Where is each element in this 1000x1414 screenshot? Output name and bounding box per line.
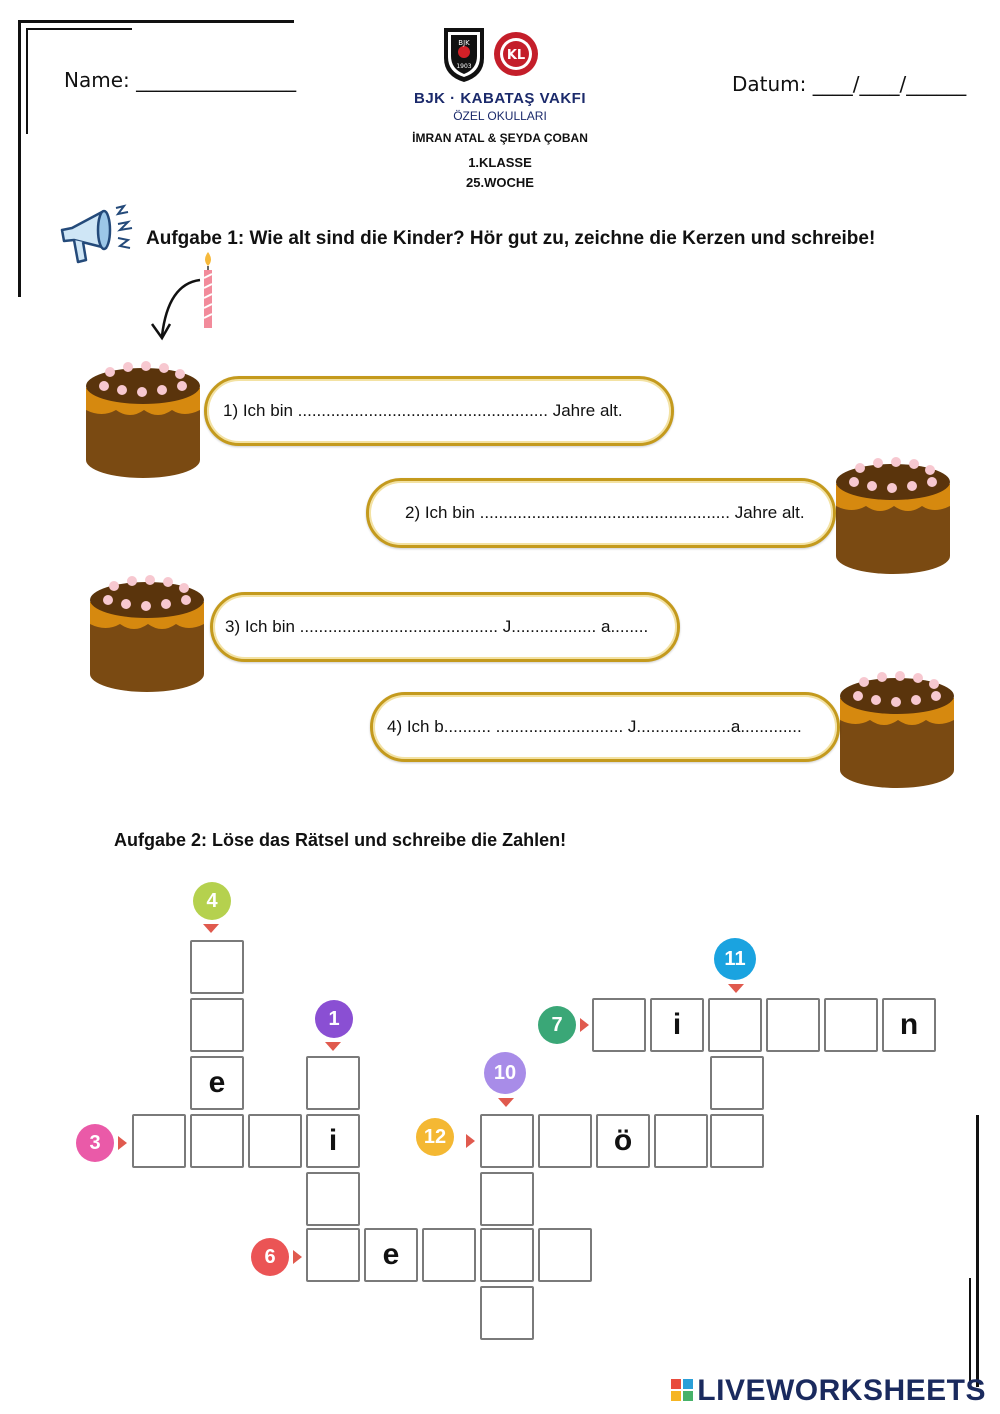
logo-year: 1903 — [456, 63, 472, 70]
sentence-1: 1) Ich bin ..................................................... Jahre alt. — [223, 401, 623, 420]
right-marker — [580, 1018, 589, 1032]
clue-number-11: 11 — [714, 938, 756, 980]
week-label: 25.WOCHE — [466, 175, 534, 190]
crossword-cell[interactable] — [248, 1114, 302, 1168]
crossword-cell[interactable] — [538, 1228, 592, 1282]
class-label: 1.KLASSE — [468, 155, 532, 170]
given-letter: i — [672, 1008, 682, 1041]
right-marker — [293, 1250, 302, 1264]
right-marker — [466, 1134, 475, 1148]
frame-line-top — [18, 20, 294, 23]
clue-number-3: 3 — [76, 1124, 114, 1162]
down-marker — [325, 1042, 341, 1051]
down-marker — [203, 924, 219, 933]
right-marker — [118, 1136, 127, 1150]
date-field[interactable]: Datum: ____/____/______ — [732, 72, 967, 96]
crossword-cell — [650, 998, 704, 1052]
crossword-cell[interactable] — [132, 1114, 186, 1168]
clue-number-12: 12 — [416, 1118, 454, 1156]
cake-icon — [834, 454, 952, 576]
crossword-cell — [882, 998, 936, 1052]
task1-title: Aufgabe 1: Wie alt sind die Kinder? Hör gut zu, zeichne die Kerzen und schreibe! — [146, 228, 876, 249]
crossword-cell — [596, 1114, 650, 1168]
brand-blocks-icon — [671, 1379, 693, 1403]
school-name: BJK · KABATAŞ VAKFI — [414, 90, 586, 107]
school-sub: ÖZEL OKULLARI — [453, 109, 547, 123]
teachers: İMRAN ATAL & ŞEYDA ÇOBAN — [412, 131, 588, 145]
cake-icon — [838, 668, 956, 790]
crossword-cell[interactable] — [190, 998, 244, 1052]
brand-text: LIVEWORKSHEETS — [697, 1374, 986, 1407]
crossword-cell[interactable] — [190, 940, 244, 994]
crossword-cell[interactable] — [710, 1056, 764, 1110]
down-marker — [728, 984, 744, 993]
sentence-box-3[interactable] — [210, 592, 680, 662]
frame-line-inner-top — [26, 28, 132, 30]
clue-number-1: 1 — [315, 1000, 353, 1038]
logo2-text: KL — [506, 48, 526, 63]
given-letter: e — [208, 1066, 226, 1099]
crossword-cell[interactable] — [306, 1172, 360, 1226]
down-marker — [498, 1098, 514, 1107]
sentence-2: 2) Ich bin ..................................................... Jahre alt. — [405, 503, 805, 522]
crossword-cell[interactable] — [824, 998, 878, 1052]
sentence-4: 4) Ich b.......... ........................... J....................a............. — [387, 717, 802, 736]
crossword-cell — [306, 1114, 360, 1168]
sentence-box-4[interactable] — [370, 692, 840, 762]
crossword-cell[interactable] — [480, 1228, 534, 1282]
sentence-3: 3) Ich bin .......................................... J.................. a........ — [225, 617, 649, 636]
crossword-cell[interactable] — [766, 998, 820, 1052]
crossword-cell[interactable] — [306, 1056, 360, 1110]
school-header — [0, 90, 1000, 190]
cake-icon — [88, 572, 206, 694]
given-letter: i — [328, 1124, 338, 1157]
crossword-cell[interactable] — [592, 998, 646, 1052]
cake-icon — [84, 358, 202, 480]
frame-line-right-bottom — [976, 1115, 979, 1387]
crossword-cell[interactable] — [190, 1114, 244, 1168]
crossword-cell[interactable] — [422, 1228, 476, 1282]
given-letter: ö — [613, 1124, 633, 1157]
brand-logo — [671, 1374, 986, 1408]
task2-title: Aufgabe 2: Löse das Rätsel und schreibe die Zahlen! — [114, 830, 567, 850]
crossword-cell — [364, 1228, 418, 1282]
crossword-cell[interactable] — [480, 1286, 534, 1340]
crossword-cell[interactable] — [710, 1114, 764, 1168]
given-letter: n — [899, 1008, 919, 1041]
clue-number-10: 10 — [484, 1052, 526, 1094]
crossword-cell[interactable] — [306, 1228, 360, 1282]
crossword-cell[interactable] — [480, 1114, 534, 1168]
crossword-cell[interactable] — [708, 998, 762, 1052]
clue-number-4: 4 — [193, 882, 231, 920]
crossword-cell[interactable] — [480, 1172, 534, 1226]
megaphone-icon — [56, 200, 140, 270]
clue-number-6: 6 — [251, 1238, 289, 1276]
clue-number-7: 7 — [538, 1006, 576, 1044]
crossword-cell[interactable] — [538, 1114, 592, 1168]
given-letter: e — [382, 1238, 400, 1271]
name-field[interactable]: Name: ________________ — [64, 68, 297, 92]
crossword-cell[interactable] — [654, 1114, 708, 1168]
sentence-box-2[interactable] — [366, 478, 836, 548]
frame-line-right-inner — [969, 1278, 971, 1384]
school-logo — [440, 24, 540, 84]
crossword-cell — [190, 1056, 244, 1110]
sentence-box-1[interactable] — [204, 376, 674, 446]
curved-arrow-icon — [144, 276, 204, 342]
logo-text: BJK — [458, 39, 470, 47]
